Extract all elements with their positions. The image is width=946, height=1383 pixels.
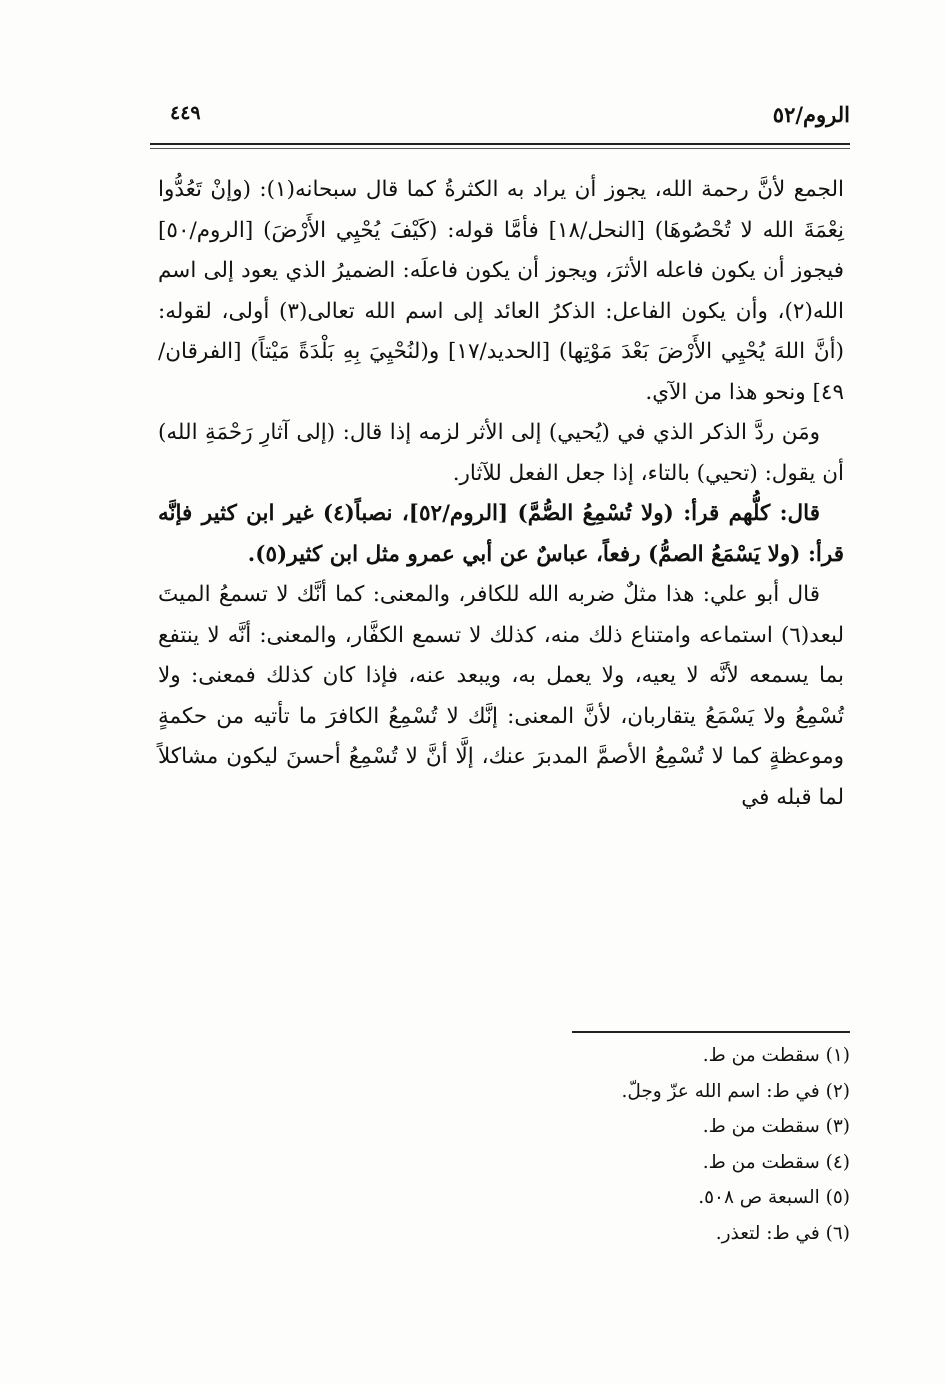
main-text bbox=[158, 170, 844, 818]
header-rule-thin bbox=[150, 148, 850, 149]
footnote-rule bbox=[572, 1031, 850, 1033]
footnote-4: (٤) سقطت من ط. bbox=[702, 1151, 850, 1173]
paragraph-4: قال أبو علي: هذا مثلٌ ضربه الله للكافر، والمعنى: كما أنَّك لا تسمعُ الميتَ لبعد(٦) استماعه وامتناع ذلك منه، كذلك لا تسمع الكفَّار، والمعنى: أنَّه لا ينتفع بما يسمعه لأنَّه لا يعيه، ولا يعمل به، ويبعد عنه، فإذا كان كذلك فمعنى: ولا تُسْمِعُ ولا يَسْمَعُ يتقاربان، لأنَّ المعنى: إنَّك لا تُسْمِعُ الكافرَ ما تأتيه من حكمةٍ وموعظةٍ كما لا تُسْمِعُ الأصمَّ المدبرَ عنك، إلَّا أنَّ لا تُسْمِعُ أحسنَ ليكون مشاكلاً لما قبله في bbox=[158, 582, 844, 810]
footnote-2: (٢) في ط: اسم الله عزّ وجلّ. bbox=[621, 1080, 850, 1102]
footnote-6: (٦) في ط: لتعذر. bbox=[715, 1222, 850, 1244]
page-number: ٤٤٩ bbox=[170, 102, 201, 124]
header-rule bbox=[150, 143, 850, 145]
paragraph-3: قال: كلُّهم قرأ: (ولا تُسْمِعُ الصُّمَّ) [الروم/٥٢]، نصباً(٤) غير ابن كثير فإنَّه قرأ: (ولا يَسْمَعُ الصمُّ) رفعاً، عباسٌ عن أبي عمرو مثل ابن كثير(٥). bbox=[158, 501, 844, 567]
paragraph-2: ومَن ردَّ الذكر الذي في (يُحيي) إلى الأثر لزمه إذا قال: (إلى آثارِ رَحْمَةِ الله) أن يقول: (تحيي) بالتاء، إذا جعل الفعل للآثار. bbox=[158, 420, 844, 486]
footnote-3: (٣) سقطت من ط. bbox=[702, 1116, 850, 1137]
footnote-1: (١) سقطت من ط. bbox=[702, 1045, 850, 1066]
paragraph-1: الجمع لأنَّ رحمة الله، يجوز أن يراد به الكثرةُ كما قال سبحانه(١): (وإنْ تَعُدُّوا نِعْمَةَ الله لا تُحْصُوهَا) [النحل/١٨] فأمَّا قوله: (كَيْفَ يُحْيِي الأَرْضَ) [الروم/٥٠] فيجوز أن يكون فاعله الأثرَ، ويجوز أن يكون فاعلَه: الضميرُ الذي يعود إلى اسم الله(٢)، وأن يكون الفاعل: الذكرُ العائد إلى اسم الله تعالى(٣) أولى، لقوله: (أنَّ اللهَ يُحْيِي الأَرْضَ بَعْدَ مَوْتِها) [الحديد/١٧] و(لنُحْيِيَ بِهِ بَلْدَةً مَيْتاً) [الفرقان/٤٩] ونحو هذا من الآي. bbox=[158, 177, 845, 405]
page-header bbox=[150, 98, 850, 138]
footnote-5: (٥) السبعة ص ٥٠٨. bbox=[698, 1187, 850, 1208]
footnotes bbox=[520, 1038, 850, 1251]
running-head: الروم/٥٢ bbox=[772, 102, 850, 127]
